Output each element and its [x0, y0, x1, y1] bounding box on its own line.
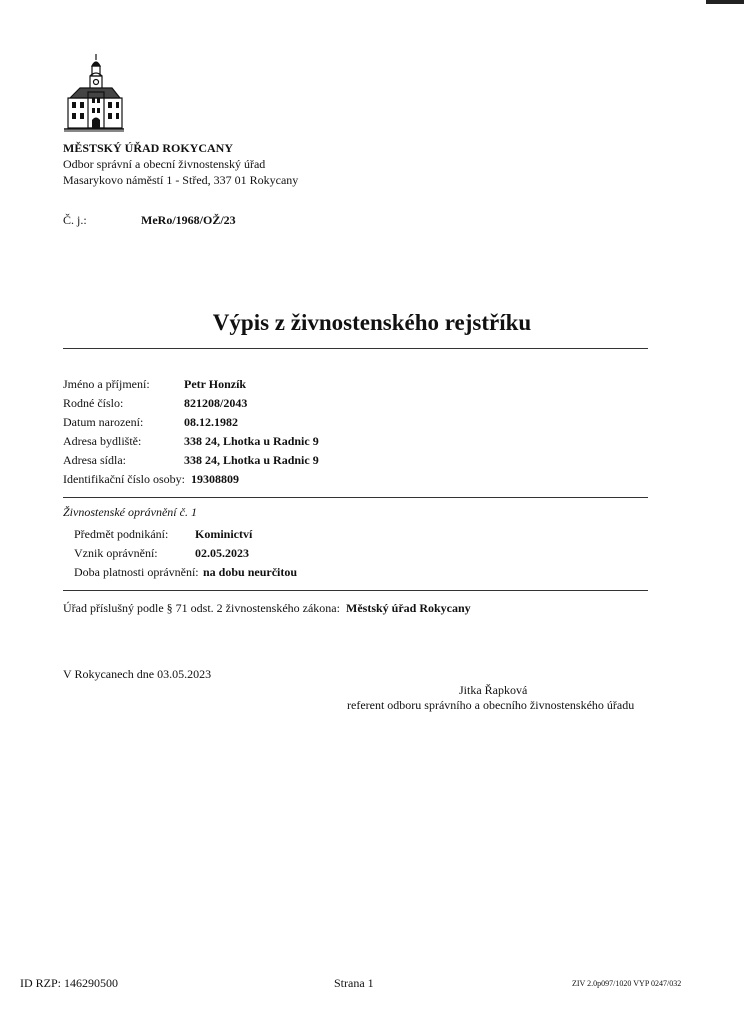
- birth-date-value: 08.12.1982: [184, 415, 238, 429]
- authority-label: Úřad příslušný podle § 71 odst. 2 živnostenského zákona:: [63, 601, 340, 615]
- birth-number-label: Rodné číslo:: [63, 396, 124, 410]
- business-subject-value: Kominictví: [195, 527, 253, 541]
- office-address: Masarykovo náměstí 1 - Střed, 337 01 Rokycany: [63, 173, 299, 187]
- signature-role: referent odboru správního a obecního živnostenského úřadu: [347, 698, 635, 712]
- footer-id-rzp: ID RZP: 146290500: [20, 976, 119, 990]
- seat-value: 338 24, Lhotka u Radnic 9: [184, 453, 319, 467]
- business-subject-label: Předmět podnikání:: [74, 527, 169, 541]
- scan-mark: [706, 0, 744, 4]
- footer-page: Strana 1: [334, 976, 374, 990]
- birth-date-label: Datum narození:: [63, 415, 144, 429]
- document-title: Výpis z živnostenského rejstříku: [212, 310, 532, 335]
- office-name: MĚSTSKÝ ÚŘAD ROKYCANY: [63, 141, 234, 155]
- residence-value: 338 24, Lhotka u Radnic 9: [184, 434, 319, 448]
- birth-number-value: 821208/2043: [184, 396, 248, 410]
- office-department: Odbor správní a obecní živnostenský úřad: [63, 157, 266, 171]
- license-validity-label: Doba platnosti oprávnění:: [74, 565, 199, 579]
- name-value: Petr Honzík: [184, 377, 247, 391]
- reference-value: MeRo/1968/OŽ/23: [141, 213, 236, 227]
- ico-value: 19308809: [191, 472, 239, 486]
- name-label: Jméno a příjmení:: [63, 377, 150, 391]
- license-start-value: 02.05.2023: [195, 546, 249, 560]
- license-divider: [63, 590, 648, 591]
- place-date: V Rokycanech dne 03.05.2023: [63, 667, 212, 681]
- residence-label: Adresa bydliště:: [63, 434, 142, 448]
- seat-label: Adresa sídla:: [63, 453, 126, 467]
- reference-label: Č. j.:: [63, 213, 87, 227]
- signature-name: Jitka Řapková: [459, 683, 528, 697]
- town-hall-logo-icon: [62, 52, 126, 132]
- ico-label: Identifikační číslo osoby:: [63, 472, 185, 486]
- license-validity-value: na dobu neurčitou: [203, 565, 298, 579]
- license-heading: Živnostenské oprávnění č. 1: [63, 505, 197, 519]
- authority-value: Městský úřad Rokycany: [346, 601, 471, 615]
- person-divider: [63, 497, 648, 498]
- license-start-label: Vznik oprávnění:: [74, 546, 158, 560]
- title-divider: [63, 348, 648, 349]
- footer-code: ZIV 2.0p097/1020 VYP 0247/032: [572, 979, 682, 988]
